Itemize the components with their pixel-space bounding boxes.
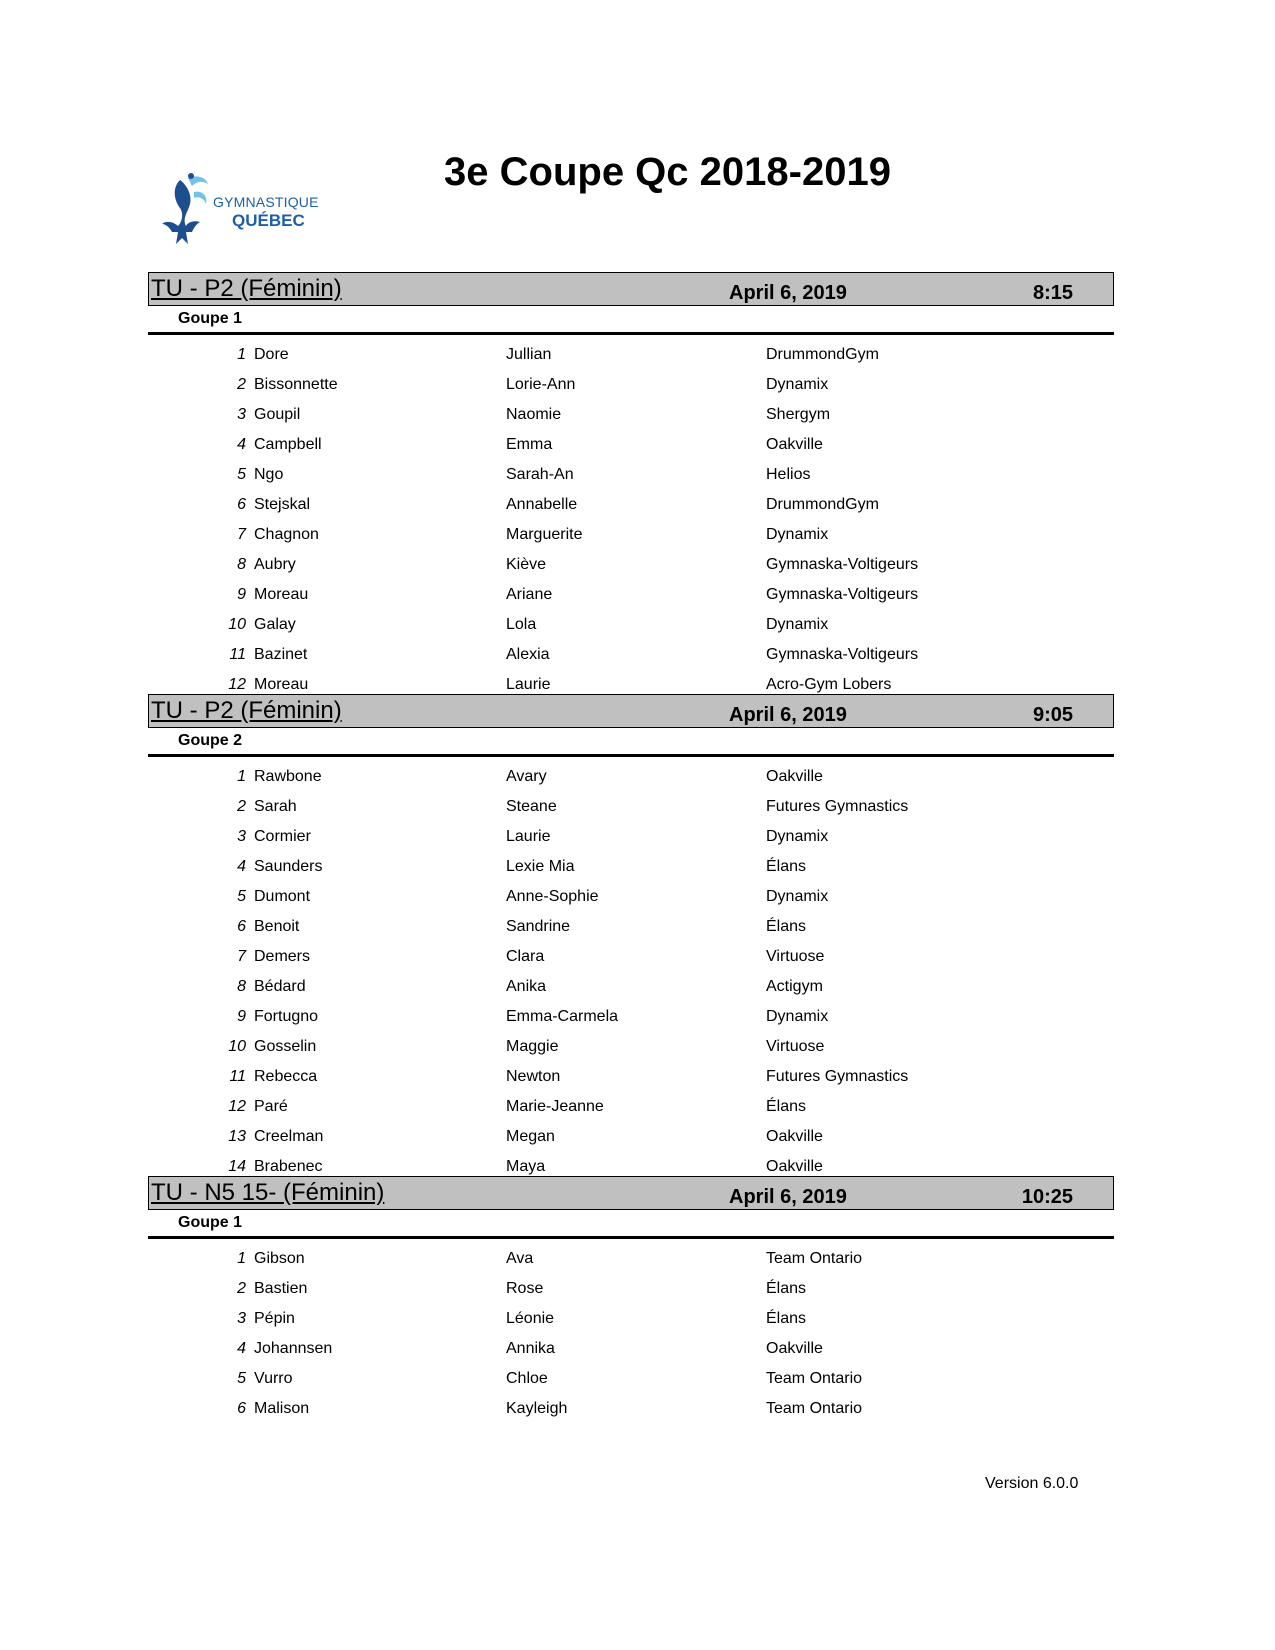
first-name: Lola xyxy=(506,616,537,633)
row-number: 5 xyxy=(237,888,246,905)
club-name: Dynamix xyxy=(766,888,829,905)
last-name: Campbell xyxy=(254,436,322,453)
group-label xyxy=(148,1210,1114,1236)
section-time: 8:15 xyxy=(1032,282,1073,304)
first-name: Annabelle xyxy=(506,496,578,513)
section-header xyxy=(148,694,1114,728)
club-name: Gymnaska-Voltigeurs xyxy=(766,586,919,603)
last-name: Paré xyxy=(254,1098,288,1115)
row-number: 5 xyxy=(237,466,246,483)
club-name: Team Ontario xyxy=(766,1400,863,1417)
table-row xyxy=(148,1333,1114,1363)
first-name: Jullian xyxy=(506,346,552,363)
club-name: Oakville xyxy=(766,1340,823,1357)
section-divider xyxy=(148,1236,1114,1239)
row-number: 13 xyxy=(228,1128,246,1145)
table-row xyxy=(148,761,1114,791)
row-number: 8 xyxy=(237,978,246,995)
row-number: 6 xyxy=(237,918,246,935)
club-name: Virtuose xyxy=(766,948,825,965)
club-name: Élans xyxy=(766,1098,807,1115)
table-row xyxy=(148,941,1114,971)
table-row xyxy=(148,549,1114,579)
first-name: Kayleigh xyxy=(506,1400,568,1417)
table-row xyxy=(148,639,1114,669)
version-label: Version 6.0.0 xyxy=(985,1475,1079,1492)
table-row xyxy=(148,339,1114,369)
first-name: Avary xyxy=(506,768,547,785)
first-name: Alexia xyxy=(506,646,550,663)
club-name: Dynamix xyxy=(766,616,829,633)
logo-text-quebec: QUÉBEC xyxy=(232,211,305,230)
row-number: 9 xyxy=(237,586,246,603)
first-name: Anne-Sophie xyxy=(506,888,599,905)
last-name: Gibson xyxy=(254,1250,305,1267)
first-name: Naomie xyxy=(506,406,562,423)
section-date: April 6, 2019 xyxy=(729,704,847,726)
club-name: Élans xyxy=(766,1280,807,1297)
club-name: Dynamix xyxy=(766,376,829,393)
row-number: 6 xyxy=(237,1400,246,1417)
group-label xyxy=(148,728,1114,754)
last-name: Sarah xyxy=(254,798,297,815)
last-name: Brabenec xyxy=(254,1158,323,1175)
row-number: 3 xyxy=(237,1310,246,1327)
table-row xyxy=(148,1091,1114,1121)
row-number: 11 xyxy=(229,646,246,663)
last-name: Creelman xyxy=(254,1128,324,1145)
row-number: 1 xyxy=(237,768,246,785)
first-name: Maya xyxy=(506,1158,546,1175)
table-row xyxy=(148,911,1114,941)
last-name: Aubry xyxy=(254,556,296,573)
first-name: Annika xyxy=(506,1340,555,1357)
club-name: Élans xyxy=(766,918,807,935)
club-name: Oakville xyxy=(766,1158,823,1175)
schedule-section xyxy=(148,1176,1114,1423)
table-row xyxy=(148,851,1114,881)
schedule-section xyxy=(148,272,1114,699)
club-name: Élans xyxy=(766,1310,807,1327)
table-row xyxy=(148,791,1114,821)
last-name: Dumont xyxy=(254,888,311,905)
club-name: Oakville xyxy=(766,768,823,785)
group-label-text: Goupe 2 xyxy=(178,732,243,749)
first-name: Lexie Mia xyxy=(506,858,575,875)
first-name: Steane xyxy=(506,798,557,815)
section-header xyxy=(148,1176,1114,1210)
section-time: 10:25 xyxy=(1021,1186,1073,1208)
row-number: 11 xyxy=(229,1068,246,1085)
row-number: 3 xyxy=(237,406,246,423)
row-number: 12 xyxy=(228,1098,246,1115)
last-name: Bédard xyxy=(254,978,306,995)
row-number: 3 xyxy=(237,828,246,845)
last-name: Bissonnette xyxy=(254,376,338,393)
table-row xyxy=(148,369,1114,399)
last-name: Vurro xyxy=(254,1370,293,1387)
first-name: Clara xyxy=(506,948,545,965)
last-name: Malison xyxy=(254,1400,310,1417)
last-name: Johannsen xyxy=(254,1340,333,1357)
last-name: Moreau xyxy=(254,676,309,693)
last-name: Goupil xyxy=(254,406,301,423)
club-name: Helios xyxy=(766,466,811,483)
section-header xyxy=(148,272,1114,306)
table-row xyxy=(148,1001,1114,1031)
table-row xyxy=(148,429,1114,459)
table-row xyxy=(148,1393,1114,1423)
last-name: Gosselin xyxy=(254,1038,317,1055)
row-number: 2 xyxy=(237,1280,246,1297)
club-name: Team Ontario xyxy=(766,1370,863,1387)
row-number: 7 xyxy=(237,526,246,543)
table-row xyxy=(148,881,1114,911)
club-name: Gymnaska-Voltigeurs xyxy=(766,646,919,663)
last-name: Moreau xyxy=(254,586,309,603)
first-name: Ariane xyxy=(506,586,553,603)
first-name: Maggie xyxy=(506,1038,559,1055)
group-label-text: Goupe 1 xyxy=(178,310,243,327)
first-name: Emma-Carmela xyxy=(506,1008,619,1025)
club-name: DrummondGym xyxy=(766,496,879,513)
table-row xyxy=(148,1273,1114,1303)
row-number: 4 xyxy=(237,858,246,875)
section-time: 9:05 xyxy=(1032,704,1073,726)
first-name: Ava xyxy=(506,1250,534,1267)
group-label xyxy=(148,306,1114,332)
club-name: Futures Gymnastics xyxy=(766,1068,909,1085)
table-row xyxy=(148,1031,1114,1061)
table-row xyxy=(148,1121,1114,1151)
table-row xyxy=(148,579,1114,609)
table-row xyxy=(148,971,1114,1001)
first-name: Marie-Jeanne xyxy=(506,1098,604,1115)
club-name: Team Ontario xyxy=(766,1250,863,1267)
row-number: 8 xyxy=(237,556,246,573)
club-name: Élans xyxy=(766,858,807,875)
table-row xyxy=(148,459,1114,489)
last-name: Chagnon xyxy=(254,526,319,543)
row-number: 4 xyxy=(237,1340,246,1357)
table-row xyxy=(148,1061,1114,1091)
row-number: 4 xyxy=(237,436,246,453)
first-name: Emma xyxy=(506,436,553,453)
club-name: Actigym xyxy=(766,978,823,995)
section-divider xyxy=(148,754,1114,757)
club-name: Oakville xyxy=(766,1128,823,1145)
club-name: Dynamix xyxy=(766,526,829,543)
last-name: Demers xyxy=(254,948,311,965)
table-row xyxy=(148,519,1114,549)
table-row xyxy=(148,1303,1114,1333)
first-name: Megan xyxy=(506,1128,555,1145)
row-number: 1 xyxy=(237,346,246,363)
row-number: 14 xyxy=(228,1158,246,1175)
club-name: Dynamix xyxy=(766,1008,829,1025)
row-number: 10 xyxy=(228,1038,246,1055)
club-name: DrummondGym xyxy=(766,346,879,363)
first-name: Chloe xyxy=(506,1370,548,1387)
section-title: TU - P2 (Féminin) xyxy=(151,275,342,302)
last-name: Cormier xyxy=(254,828,311,845)
club-name: Shergym xyxy=(766,406,831,423)
first-name: Sandrine xyxy=(506,918,571,935)
row-number: 2 xyxy=(237,798,246,815)
row-number: 5 xyxy=(237,1370,246,1387)
section-date: April 6, 2019 xyxy=(729,282,847,304)
section-title: TU - P2 (Féminin) xyxy=(151,697,342,724)
section-date: April 6, 2019 xyxy=(729,1186,847,1208)
last-name: Fortugno xyxy=(254,1008,319,1025)
first-name: Léonie xyxy=(506,1310,555,1327)
table-row xyxy=(148,821,1114,851)
row-number: 10 xyxy=(228,616,246,633)
table-row xyxy=(148,489,1114,519)
first-name: Lorie-Ann xyxy=(506,376,576,393)
club-name: Gymnaska-Voltigeurs xyxy=(766,556,919,573)
last-name: Bastien xyxy=(254,1280,308,1297)
schedule-section xyxy=(148,694,1114,1181)
first-name: Laurie xyxy=(506,676,551,693)
club-name: Futures Gymnastics xyxy=(766,798,909,815)
table-row xyxy=(148,399,1114,429)
last-name: Benoit xyxy=(254,918,300,935)
section-divider xyxy=(148,332,1114,335)
last-name: Saunders xyxy=(254,858,323,875)
last-name: Pépin xyxy=(254,1310,295,1327)
row-number: 1 xyxy=(237,1250,246,1267)
document-title: 3e Coupe Qc 2018-2019 xyxy=(444,150,891,194)
first-name: Laurie xyxy=(506,828,551,845)
first-name: Newton xyxy=(506,1068,561,1085)
last-name: Ngo xyxy=(254,466,284,483)
group-label-text: Goupe 1 xyxy=(178,1214,243,1231)
table-row xyxy=(148,1243,1114,1273)
row-number: 12 xyxy=(228,676,246,693)
row-number: 6 xyxy=(237,496,246,513)
table-row xyxy=(148,609,1114,639)
first-name: Sarah-An xyxy=(506,466,574,483)
last-name: Stejskal xyxy=(254,496,311,513)
first-name: Kiève xyxy=(506,556,547,573)
last-name: Galay xyxy=(254,616,296,633)
table-row xyxy=(148,1363,1114,1393)
first-name: Anika xyxy=(506,978,547,995)
last-name: Rebecca xyxy=(254,1068,318,1085)
last-name: Rawbone xyxy=(254,768,322,785)
club-name: Virtuose xyxy=(766,1038,825,1055)
first-name: Marguerite xyxy=(506,526,583,543)
logo-text-gymnastique: GYMNASTIQUE xyxy=(213,194,319,210)
section-title: TU - N5 15- (Féminin) xyxy=(151,1179,385,1206)
club-name: Dynamix xyxy=(766,828,829,845)
row-number: 7 xyxy=(237,948,246,965)
row-number: 2 xyxy=(237,376,246,393)
club-name: Acro-Gym Lobers xyxy=(766,676,892,693)
row-number: 9 xyxy=(237,1008,246,1025)
last-name: Bazinet xyxy=(254,646,308,663)
first-name: Rose xyxy=(506,1280,544,1297)
club-name: Oakville xyxy=(766,436,823,453)
last-name: Dore xyxy=(254,346,289,363)
